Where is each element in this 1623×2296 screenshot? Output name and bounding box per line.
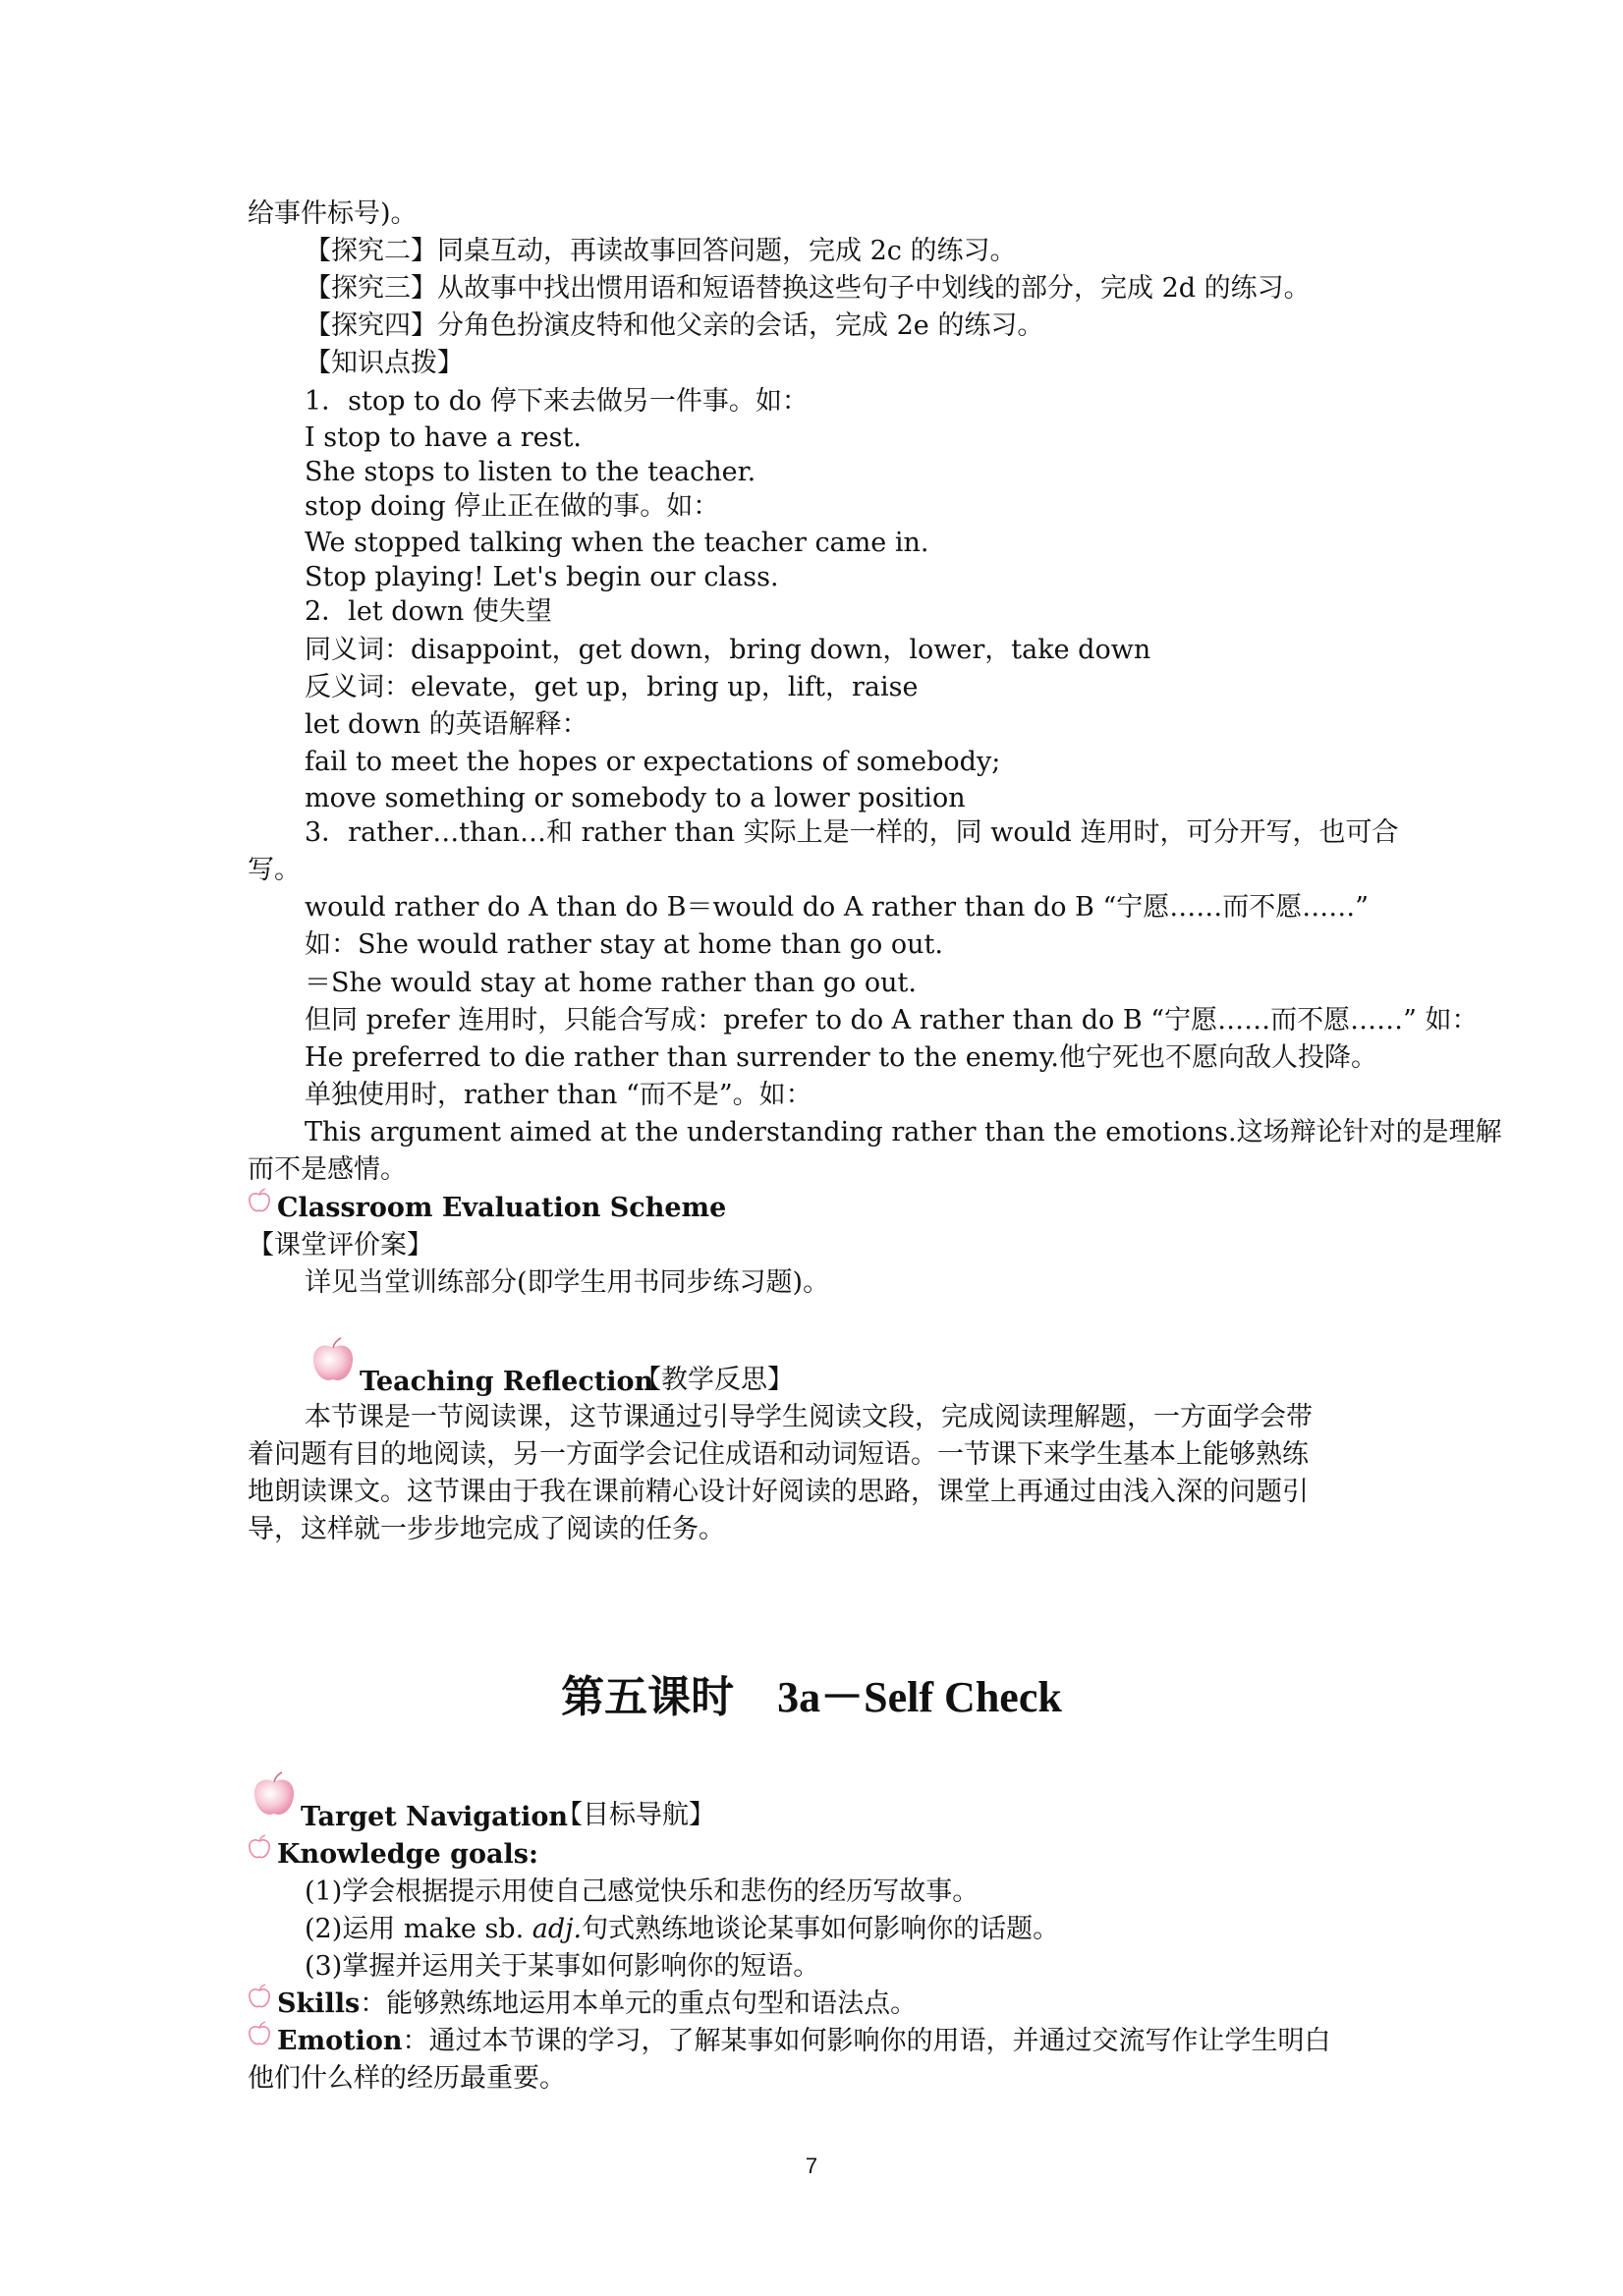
inquiry-three: 【探究三】从故事中找出惯用语和短语替换这些句子中划线的部分，完成 2d 的练习。 <box>305 273 1311 304</box>
text-line: would rather do A than do B＝would do A rather than do B “宁愿……而不愿……” <box>305 892 1370 923</box>
text-line: Stop playing! Let's begin our class. <box>305 562 779 592</box>
teaching-reflection-cn: 【教学反思】 <box>635 1365 794 1395</box>
text-line: 导，这样就一步步地完成了阅读的任务。 <box>248 1514 725 1544</box>
apple-outline-icon <box>246 1187 273 1214</box>
goal-text-italic: adj. <box>532 1914 583 1944</box>
text-line: This argument aimed at the understanding rather than the emotions.这场辩论针对的是理解 <box>305 1117 1502 1148</box>
goal-item: (3)掌握并运用关于某事如何影响你的短语。 <box>305 1951 820 1982</box>
text-line: 反义词：elevate，get up，bring up，lift，raise <box>305 672 919 702</box>
text-line: 详见当堂训练部分(即学生用书同步练习题)。 <box>305 1267 830 1298</box>
text-line: 地朗读课文。这节课由于我在课前精心设计好阅读的思路，课堂上再通过由浅入深的问题引 <box>248 1477 1309 1507</box>
text-line: 如：She would rather stay at home than go out. <box>305 929 943 960</box>
text-line: 本节课是一节阅读课，这节课通过引导学生阅读文段，完成阅读理解题，一方面学会带 <box>305 1402 1313 1432</box>
text-line: 同义词：disappoint，get down，bring down，lower，take down <box>305 635 1151 665</box>
apple-outline-icon <box>246 1833 273 1861</box>
goal-item: (1)学会根据提示用使自己感觉快乐和悲伤的经历写故事。 <box>305 1876 979 1907</box>
pink-apple-icon <box>307 1334 360 1387</box>
pink-apple-icon <box>248 1768 301 1821</box>
emotion-text: ：通过本节课的学习，了解某事如何影响你的用语，并通过交流写作让学生明白 <box>402 2026 1331 2056</box>
text-line: He preferred to die rather than surrender to the enemy.他宁死也不愿向敌人投降。 <box>305 1042 1377 1073</box>
inquiry-four: 【探究四】分角色扮演皮特和他父亲的会话，完成 2e 的练习。 <box>305 310 1044 341</box>
text-line: fail to meet the hopes or expectations of somebody; <box>305 747 1001 777</box>
page-number: 7 <box>805 2154 818 2178</box>
teaching-reflection-title: Teaching Reflection <box>360 1367 654 1397</box>
text-line: We stopped talking when the teacher came in. <box>305 528 929 558</box>
goal-item <box>305 1912 1059 1947</box>
emotion-line <box>277 2024 1331 2059</box>
text-line: 着问题有目的地阅读，另一方面学会记住成语和动词短语。一节课下来学生基本上能够熟练 <box>248 1439 1309 1470</box>
emotion-label: Emotion <box>277 2026 403 2056</box>
text-line: 3．rather…than…和 rather than 实际上是一样的，同 would 连用时，可分开写，也可合 <box>305 817 1399 848</box>
goal-text: 句式熟练地谈论某事如何影响你的话题。 <box>582 1914 1060 1944</box>
text-line: stop doing 停止正在做的事。如： <box>305 491 720 522</box>
skills-label: Skills <box>277 1988 361 2019</box>
text-line: 给事件标号)。 <box>248 198 418 229</box>
text-line: move something or somebody to a lower position <box>305 783 966 813</box>
classroom-evaluation-cn: 【课堂评价案】 <box>248 1230 433 1260</box>
text-line: 1．stop to do 停下来去做另一件事。如： <box>305 386 809 417</box>
text-line: I stop to have a rest. <box>305 422 582 453</box>
apple-outline-icon <box>246 2020 273 2047</box>
target-navigation-title: Target Navigation <box>301 1802 569 1832</box>
skills-line <box>277 1987 917 2022</box>
text-line: let down 的英语解释： <box>305 709 588 740</box>
knowledge-tips-title: 【知识点拨】 <box>305 348 464 378</box>
skills-text: ：能够熟练地运用本单元的重点句型和语法点。 <box>360 1988 918 2019</box>
inquiry-two: 【探究二】同桌互动，再读故事回答问题，完成 2c 的练习。 <box>305 236 1017 266</box>
apple-outline-icon <box>246 1983 273 2010</box>
text-line: 但同 prefer 连用时，只能合写成：prefer to do A rather than do B “宁愿……而不愿……” 如： <box>305 1005 1479 1036</box>
knowledge-goals-title: Knowledge goals: <box>277 1839 538 1870</box>
text-line: 2．let down 使失望 <box>305 596 552 627</box>
goal-text: (2)运用 make sb. <box>305 1914 532 1944</box>
text-line: 写。 <box>248 855 301 885</box>
classroom-evaluation-title: Classroom Evaluation Scheme <box>277 1193 727 1223</box>
target-navigation-cn: 【目标导航】 <box>556 1800 715 1830</box>
text-line: 他们什么样的经历最重要。 <box>248 2063 566 2094</box>
text-line: ＝She would stay at home rather than go out. <box>305 968 917 998</box>
text-line: 而不是感情。 <box>248 1154 407 1185</box>
text-line: 单独使用时，rather than “而不是”。如： <box>305 1080 812 1110</box>
text-line: She stops to listen to the teacher. <box>305 457 756 487</box>
lesson-heading: 第五课时 3a－Self Check <box>561 1673 1062 1721</box>
